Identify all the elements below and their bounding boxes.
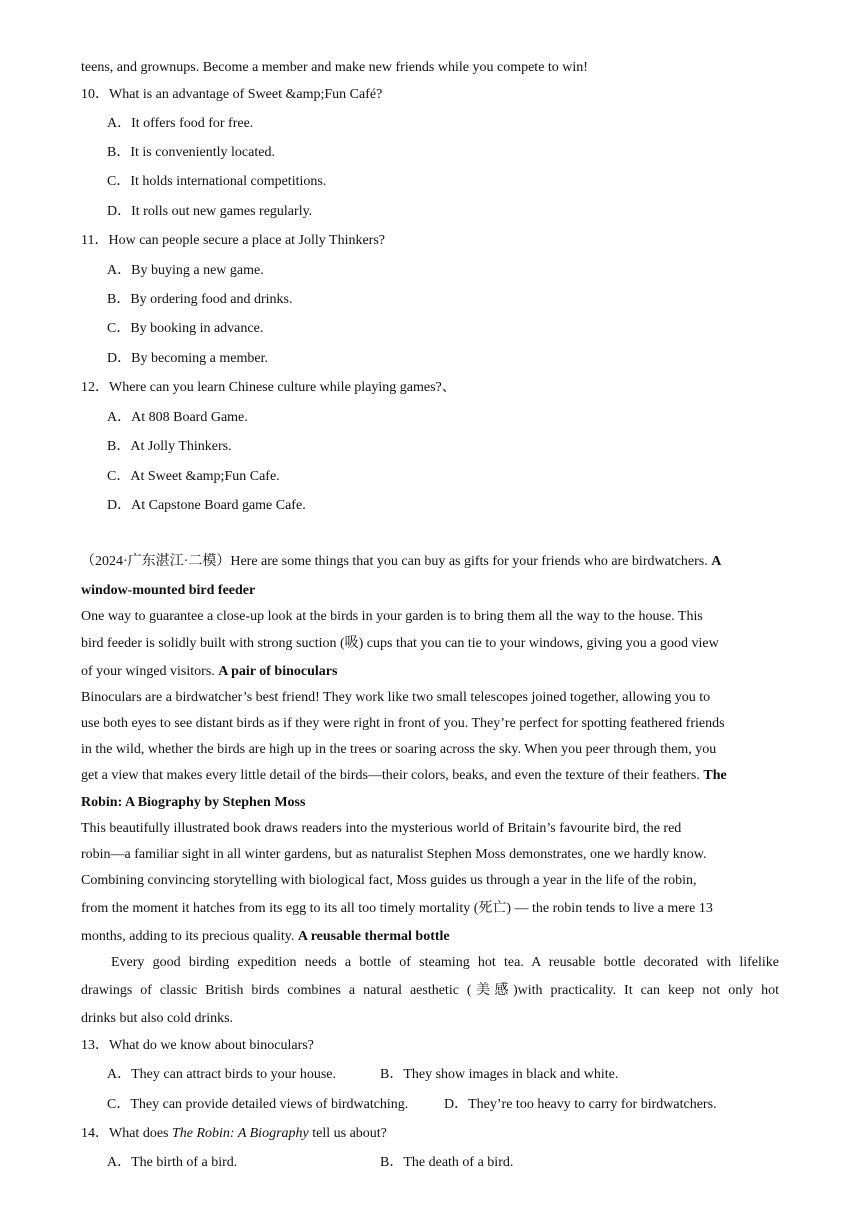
option-11-b: B．By ordering food and drinks. — [107, 292, 293, 307]
question-11 — [81, 232, 385, 250]
question-text: Where can you learn Chinese culture while playing games?、 — [109, 380, 456, 395]
option-11-c: C．By booking in advance. — [107, 321, 264, 336]
bottle-line-3: drinks but also cold drinks. — [81, 1011, 234, 1026]
question-14: 14．What does The Robin: A Biography tell us about? — [81, 1126, 387, 1141]
option-13-d: D．They’re too heavy to carry for birdwatchers. — [444, 1097, 717, 1112]
option-14-b: B．The death of a bird. — [380, 1155, 514, 1170]
heading-feeder: window-mounted bird feeder — [81, 583, 256, 598]
option-13-b: B．They show images in black and white. — [380, 1067, 619, 1082]
feeder-line-1: One way to guarantee a close-up look at the birds in your garden is to bring them all the way to the house. This — [81, 609, 703, 624]
question-text: What is an advantage of Sweet &amp;Fun Café? — [109, 87, 383, 102]
feeder-line-2: bird feeder is solidly built with strong suction (吸) cups that you can tie to your windows, giving you a good view — [81, 636, 719, 651]
passage-source: （2024·广东湛江·二模） — [81, 554, 231, 569]
heading-robin: Robin: A Biography by Stephen Moss — [81, 795, 306, 810]
binoculars-line-1: Binoculars are a birdwatcher’s best friend! They work like two small telescopes joined together, allowing you to — [81, 690, 711, 705]
option-11-d: D．By becoming a member. — [107, 351, 268, 366]
passage-intro-text: Here are some things that you can buy as gifts for your friends who are birdwatchers. — [230, 554, 708, 569]
question-number: 12． — [81, 380, 109, 395]
question-number: 13． — [81, 1038, 109, 1053]
option-13-c: C．They can provide detailed views of birdwatching. — [107, 1097, 409, 1112]
intro-tail-text: teens, and grownups. Become a member and make new friends while you compete to win! — [81, 60, 588, 75]
robin-line-2: robin—a familiar sight in all winter gardens, but as naturalist Stephen Moss demonstrates, one we hardly know. — [81, 847, 707, 862]
robin-line-3: Combining convincing storytelling with biological fact, Moss guides us through a year in the life of the robin, — [81, 873, 697, 888]
robin-line-1: This beautifully illustrated book draws readers into the mysterious world of Britain’s favourite bird, the red — [81, 821, 682, 836]
robin-line-5: months, adding to its precious quality. A reusable thermal bottle — [81, 929, 450, 944]
feeder-line-3: of your winged visitors. A pair of binoculars — [81, 664, 338, 679]
heading-binoculars: A pair of binoculars — [218, 664, 338, 679]
option-11-a: A．By buying a new game. — [107, 263, 264, 278]
question-text: How can people secure a place at Jolly Thinkers? — [108, 233, 386, 248]
robin-line-4: from the moment it hatches from its egg to its all too timely mortality (死亡) — the robin tends to live a mere 13 — [81, 901, 713, 916]
question-13 — [81, 1037, 314, 1055]
passage-intro — [81, 553, 721, 571]
question-12 — [81, 379, 456, 397]
option-14-a: A．The birth of a bird. — [107, 1155, 238, 1170]
binoculars-line-2: use both eyes to see distant birds as if they were right in front of you. They’re perfect for spotting feathered friends — [81, 716, 725, 731]
heading-feeder-start: A — [711, 554, 722, 569]
option-10-b: B．It is conveniently located. — [107, 145, 275, 160]
option-12-b: B．At Jolly Thinkers. — [107, 439, 232, 454]
book-title: The Robin: A Biography — [171, 1126, 309, 1141]
heading-robin-start: The — [703, 768, 727, 783]
option-12-c: C．At Sweet &amp;Fun Cafe. — [107, 469, 280, 484]
option-10-d: D．It rolls out new games regularly. — [107, 204, 313, 219]
bottle-line-1: Every good birding expedition needs a bottle of steaming hot tea. A reusable bottle decorated with lifelike — [111, 955, 779, 970]
question-number: 10． — [81, 87, 109, 102]
option-12-d: D．At Capstone Board game Cafe. — [107, 498, 306, 513]
binoculars-line-4: get a view that makes every little detail of the birds—their colors, beaks, and even the texture of their feathers. The — [81, 768, 727, 783]
option-10-a: A．It offers food for free. — [107, 116, 254, 131]
bottle-line-2: drawings of classic British birds combines a natural aesthetic (美感)with practicality. It can keep not only hot — [81, 983, 779, 998]
question-text: What do we know about binoculars? — [109, 1038, 314, 1053]
option-10-c: C．It holds international competitions. — [107, 174, 327, 189]
question-number: 11． — [81, 233, 109, 248]
heading-bottle: A reusable thermal bottle — [297, 929, 450, 944]
option-13-a: A．They can attract birds to your house. — [107, 1067, 337, 1082]
option-12-a: A．At 808 Board Game. — [107, 410, 248, 425]
binoculars-line-3: in the wild, whether the birds are high up in the trees or soaring across the sky. When you peer through them, you — [81, 742, 717, 757]
question-number: 14． — [81, 1126, 109, 1141]
question-10 — [81, 86, 382, 104]
